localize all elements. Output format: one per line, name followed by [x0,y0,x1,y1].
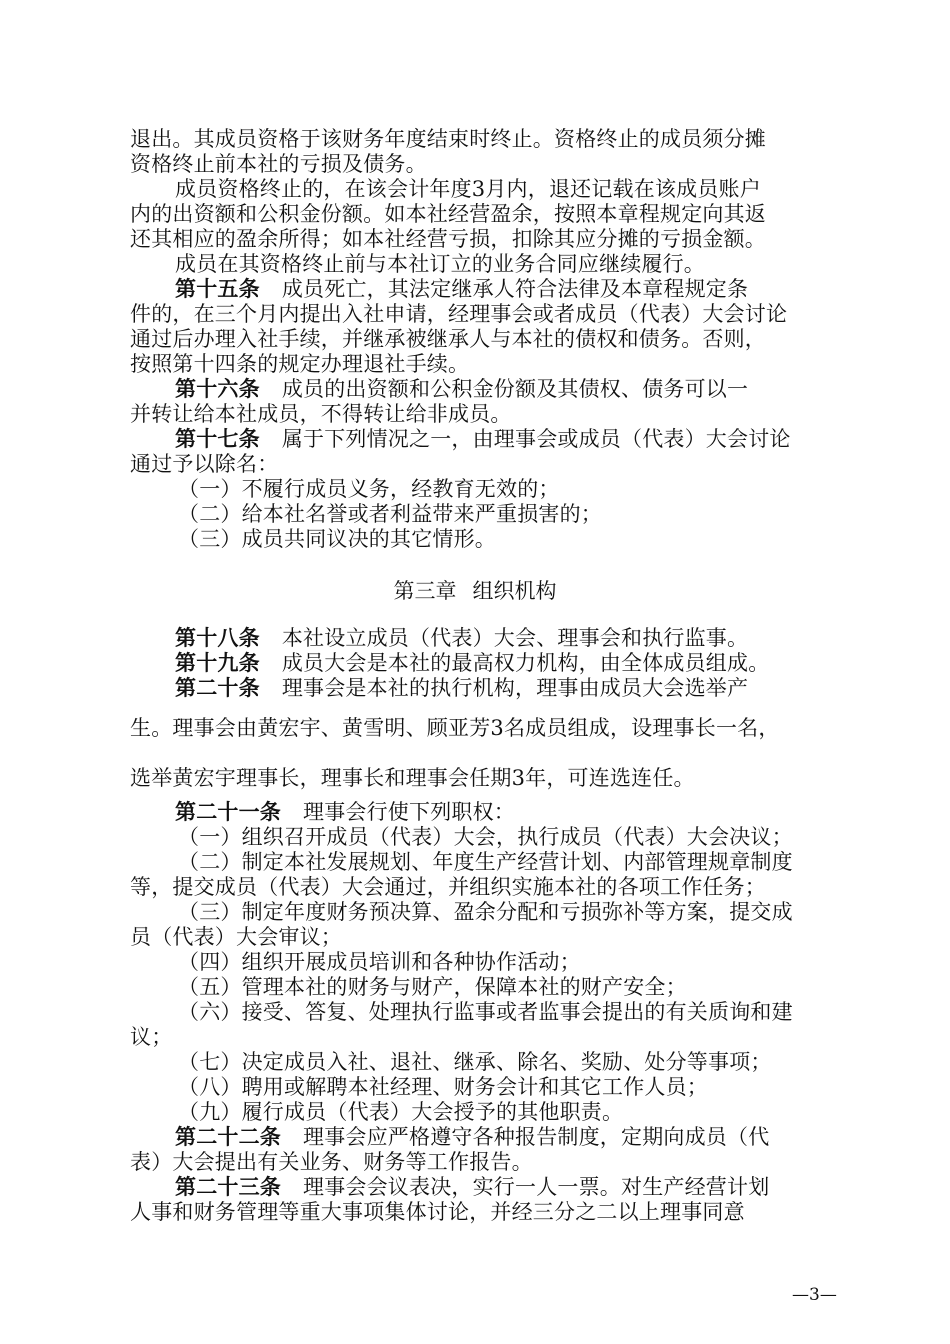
article-line [175,676,830,700]
article-number: 第十八条 [175,626,260,650]
article-line [175,651,830,675]
article-line [175,626,830,650]
article-text: 理事会是本社的执行机构，理事由成员大会选举产 [281,676,749,700]
list-item: （一）组织召开成员（代表）大会，执行成员（代表）大会决议； [178,825,793,849]
text-line: 通过予以除名： [130,452,279,476]
text-line: 等，提交成员（代表）大会通过，并组织实施本社的各项工作任务； [130,875,766,899]
article-text: 理事会会议表决，实行一人一票。对生产经营计划 [303,1175,770,1199]
article-line [175,1175,830,1199]
article-line [175,800,830,824]
text-line: 通过后办理入社手续，并继承被继承人与本社的债权和债务。否则， [130,327,766,351]
text-line: 并转让给本社成员，不得转让给非成员。 [130,402,512,426]
article-line [175,277,830,301]
text-line: 成员资格终止的，在该会计年度3月内，退还记载在该成员账户 [175,177,761,201]
article-number: 第十六条 [175,377,260,401]
article-line [175,377,830,401]
article-text: 成员大会是本社的最高权力机构，由全体成员组成。 [281,651,770,675]
list-item: （九）履行成员（代表）大会授予的其他职责。 [178,1100,624,1124]
text-line: 还其相应的盈余所得；如本社经营亏损，扣除其应分摊的亏损金额。 [130,227,766,251]
article-text: 成员死亡，其法定继承人符合法律及本章程规定条 [281,277,749,301]
article-number: 第十五条 [175,277,260,301]
article-text: 理事会行使下列职权： [303,800,515,824]
article-number: 第二十一条 [175,800,281,824]
text-line: 人事和财务管理等重大事项集体讨论，并经三分之二以上理事同意 [130,1200,745,1224]
text-line: 退出。其成员资格于该财务年度结束时终止。资格终止的成员须分摊 [130,127,766,151]
article-text: 本社设立成员（代表）大会、理事会和执行监事。 [281,626,749,650]
text-line: 件的，在三个月内提出入社申请，经理事会或者成员（代表）大会讨论 [130,302,788,326]
text-line: 选举黄宏宇理事长，理事长和理事会任期3年，可连选连任。 [130,766,695,790]
text-line: 议； [130,1025,173,1049]
article-line [175,427,830,451]
text-line: 成员在其资格终止前与本社订立的业务合同应继续履行。 [175,252,705,276]
list-item: （七）决定成员入社、退社、继承、除名、奖励、处分等事项； [178,1050,772,1074]
text-line: 员（代表）大会审议； [130,925,342,949]
list-item: （四）组织开展成员培训和各种协作活动； [178,950,581,974]
article-number: 第二十三条 [175,1175,281,1199]
list-item: （一）不履行成员义务，经教育无效的； [178,477,560,501]
article-number: 第十七条 [175,427,260,451]
list-item: （八）聘用或解聘本社经理、财务会计和其它工作人员； [178,1075,708,1099]
page-number: —3— [792,1285,837,1305]
chapter-number: 第三章 [393,579,457,603]
text-line: 内的出资额和公积金份额。如本社经营盈余，按照本章程规定向其返 [130,202,766,226]
article-text: 理事会应严格遵守各种报告制度，定期向成员（代 [303,1125,770,1149]
text-line: 生。理事会由黄宏宇、黄雪明、顾亚芳3名成员组成，设理事长一名， [130,716,780,740]
article-line [175,1125,830,1149]
text-line: 资格终止前本社的亏损及债务。 [130,152,427,176]
list-item: （二）给本社名誉或者利益带来严重损害的； [178,502,602,526]
list-item: （六）接受、答复、处理执行监事或者监事会提出的有关质询和建 [178,1000,793,1024]
article-text: 成员的出资额和公积金份额及其债权、债务可以一 [281,377,749,401]
article-number: 第二十条 [175,676,260,700]
text-line: 表）大会提出有关业务、财务等工作报告。 [130,1150,533,1174]
list-item: （五）管理本社的财务与财产，保障本社的财产安全； [178,975,687,999]
article-number: 第二十二条 [175,1125,281,1149]
chapter-heading [0,575,950,605]
list-item: （三）制定年度财务预决算、盈余分配和亏损弥补等方案，提交成 [178,900,793,924]
article-number: 第十九条 [175,651,260,675]
list-item: （三）成员共同议决的其它情形。 [178,527,496,551]
chapter-title: 组织机构 [472,579,557,603]
list-item: （二）制定本社发展规划、年度生产经营计划、内部管理规章制度 [178,850,793,874]
article-text: 属于下列情况之一，由理事会或成员（代表）大会讨论 [281,427,791,451]
text-line: 按照第十四条的规定办理退社手续。 [130,352,470,376]
